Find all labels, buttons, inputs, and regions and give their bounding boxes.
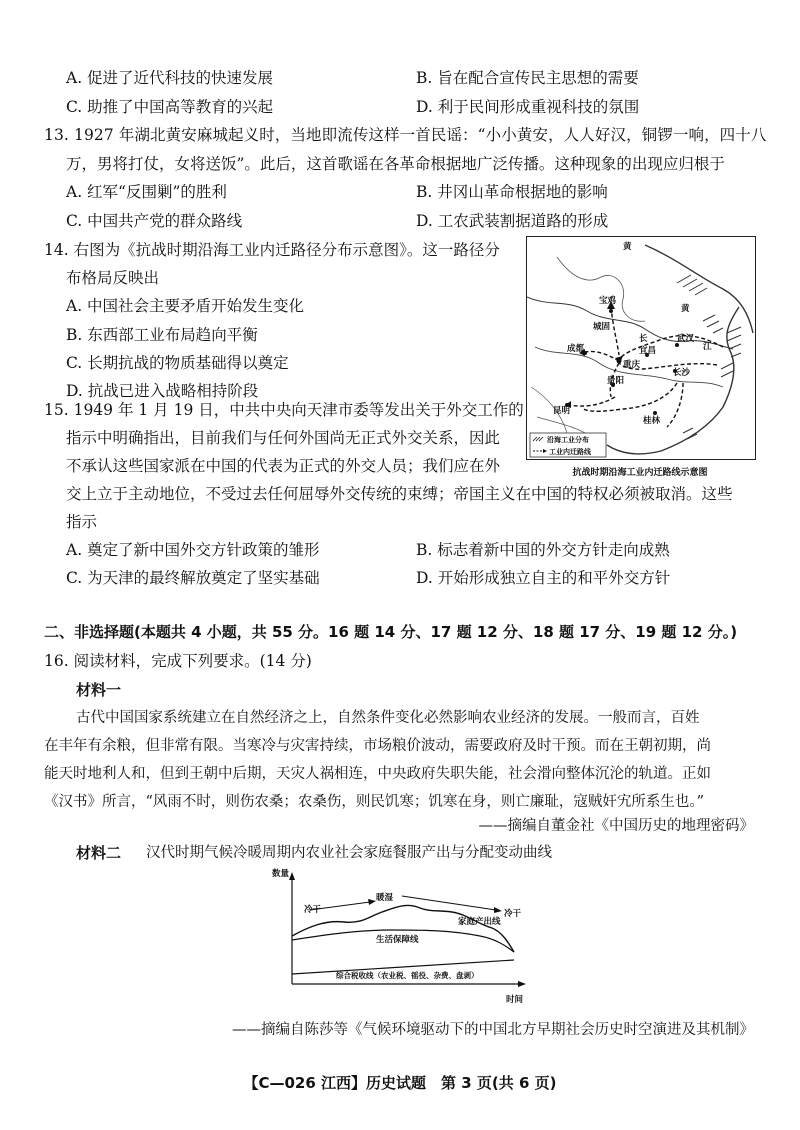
- q13-option-a: A. 红军“反围剿”的胜利: [66, 183, 227, 201]
- series-label-household: 家庭产出线: [458, 917, 501, 927]
- q15-option-d: D. 开始形成独立自主的和平外交方针: [416, 569, 671, 587]
- map-label-yichang: 宜昌: [639, 346, 657, 356]
- q14-stem-line2: 布格局反映出: [66, 269, 160, 287]
- series-household-output: [292, 905, 514, 952]
- q14-option-c: C. 长期抗战的物质基础得以奠定: [66, 354, 289, 372]
- map-legend-coastal-industry: 沿海工业分布: [547, 436, 589, 444]
- map-label-jiang: 江: [703, 342, 712, 352]
- material-2-source: ——摘编自陈莎等《气候环境驱动下的中国北方早期社会历史时空演进及其机制》: [232, 1022, 754, 1038]
- material-1-line4: 《汉书》所言，“风雨不时，则伤农桑；农桑伤，则民饥寒；饥寒在身，则亡廉耻，寇贼奸宄所系生也。”: [44, 794, 705, 810]
- map-label-chenggu: 城固: [593, 322, 611, 332]
- q13-option-b: B. 井冈山革命根据地的影响: [416, 183, 608, 201]
- chart-annotation-warm: 暖湿: [376, 893, 394, 903]
- q16-stem: 16. 阅读材料，完成下列要求。(14 分): [44, 652, 312, 670]
- chart-x-label: 时间: [506, 995, 524, 1005]
- q15-stem-line4: 交上立于主动地位，不受过去任何屈辱外交传统的束缚；帝国主义在中国的特权必须被取消。这些: [66, 485, 733, 503]
- material-1-line1: 古代中国国家系统建立在自然经济之上，自然条件变化必然影响农业经济的发展。一般而言，百姓: [76, 710, 700, 726]
- q13-option-d: D. 工农武装割据道路的形成: [416, 212, 609, 230]
- material-1-title: 材料一: [76, 681, 122, 699]
- material-2-description: 汉代时期气候冷暖周期内农业社会家庭餐服产出与分配变动曲线: [146, 845, 552, 861]
- map-label-huang2: 黄: [681, 304, 690, 314]
- map-label-guiyang: 贵阳: [607, 376, 625, 386]
- chart-annotation-cold-2: 冷干: [504, 909, 522, 919]
- map-label-chongqing: 重庆: [623, 360, 641, 370]
- q12-option-a: A. 促进了近代科技的快速发展: [66, 69, 274, 87]
- q15-stem-line2: 指示中明确指出，目前我们与任何外国尚无正式外交关系，因此: [66, 429, 501, 447]
- material-1-source: ——摘编自董金社《中国历史的地理密码》: [478, 818, 754, 834]
- map-label-baoji: 宝鸡: [599, 296, 617, 306]
- q15-stem-line1: 15. 1949 年 1 月 19 日，中共中央向天津市委等发出关于外交工作的: [44, 401, 524, 419]
- map-label-chang: 长: [639, 334, 648, 344]
- material-2-title: 材料二: [76, 844, 122, 862]
- map-label-huang: 黄: [623, 242, 632, 252]
- chart-annotation-cold-1: 冷干: [304, 905, 322, 915]
- q15-option-a: A. 奠定了新中国外交方针政策的雏形: [66, 541, 320, 559]
- map-label-kunming: 昆明: [553, 406, 571, 416]
- q12-option-b: B. 旨在配合宣传民主思想的需要: [416, 69, 639, 87]
- chart-y-label: 数量: [272, 869, 290, 879]
- page-footer: 【C—026 江西】历史试题 第 3 页(共 6 页): [243, 1074, 557, 1092]
- series-label-subsistence: 生活保障线: [376, 935, 419, 945]
- material-1-line2: 在丰年有余粮，但非常有限。当寒冷与灾害持续，市场粮价波动，需要政府及时干预。而在王朝初期，尚: [44, 738, 711, 754]
- q15-option-b: B. 标志着新中国的外交方针走向成熟: [416, 541, 670, 559]
- map-label-chengdu: 成都: [567, 344, 585, 354]
- q15-stem-line3: 不承认这些国家派在中国的代表为正式的外交人员；我们应在外: [66, 457, 501, 475]
- q12-option-c: C. 助推了中国高等教育的兴起: [66, 98, 274, 116]
- household-output-chart: [270, 864, 532, 1010]
- q13-option-c: C. 中国共产党的群众路线: [66, 212, 243, 230]
- q13-stem-line2: 万，男将打仗，女将送饭”。此后，这首歌谣在各革命根据地广泛传播。这种现象的出现应归根于: [66, 155, 725, 173]
- series-label-tax: 综合税收线（农业税、徭役、杂费、盘剥）: [336, 971, 479, 980]
- map-label-wuhan: 武汉: [677, 334, 695, 344]
- q15-option-c: C. 为天津的最终解放奠定了坚实基础: [66, 569, 320, 587]
- industry-relocation-map: [526, 236, 756, 460]
- q15-stem-line5: 指示: [66, 513, 98, 531]
- q14-option-b: B. 东西部工业布局趋向平衡: [66, 326, 258, 344]
- map-label-guilin: 桂林: [643, 416, 661, 426]
- map-label-changsha: 长沙: [673, 368, 691, 378]
- q14-option-d: D. 抗战已进入战略相持阶段: [66, 382, 259, 400]
- q14-stem-line1: 14. 右图为《抗战时期沿海工业内迁路径分布示意图》。这一路径分: [44, 241, 500, 259]
- map-legend-relocation-route: 工业内迁路线: [549, 448, 591, 456]
- q13-stem-line1: 13. 1927 年湖北黄安麻城起义时，当地即流传这样一首民谣：“小小黄安，人人好汉，铜锣一响，四十八: [44, 126, 767, 144]
- q14-option-a: A. 中国社会主要矛盾开始发生变化: [66, 297, 305, 315]
- section-2-heading: 二、非选择题(本题共 4 小题，共 55 分。16 题 14 分、17 题 12 分、18 题 17 分、19 题 12 分。): [44, 623, 738, 641]
- map-caption: 抗战时期沿海工业内迁路线示意图: [572, 468, 708, 478]
- q12-option-d: D. 利于民间形成重视科技的氛围: [416, 98, 640, 116]
- material-1-line3: 能天时地利人和，但到王朝中后期，天灾人祸相连，中央政府失职失能，社会滑向整体沉沦的轨道。正如: [44, 766, 711, 782]
